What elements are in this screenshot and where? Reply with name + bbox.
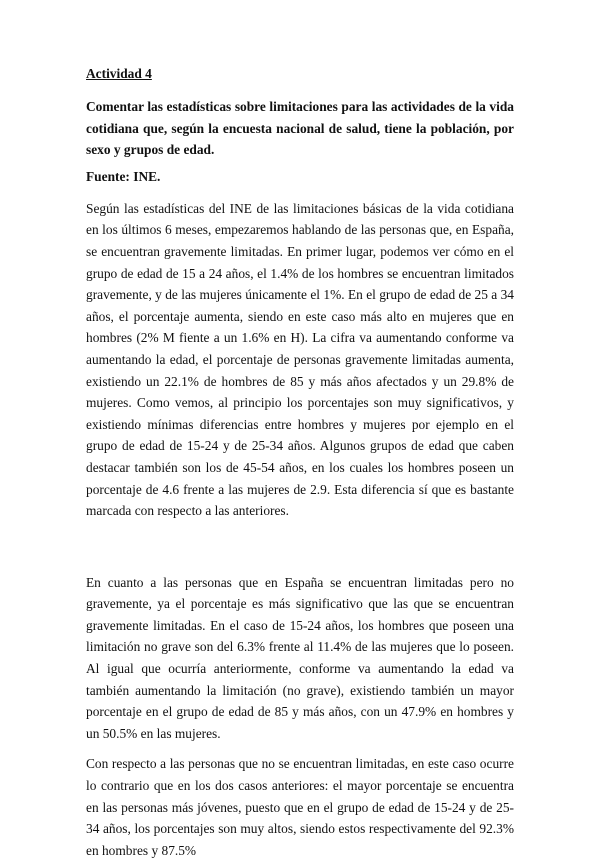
paragraph-non-severe-limitations: En cuanto a las personas que en España se encuentran limitadas pero no gravemente, ya el porcentaje es más significativo que las que se encuentran gravemente limitadas. En el caso de 15-24 años, los hombres que poseen una limitación no grave son del 6.3% frente al 11.4% de las mujeres que lo poseen. Al igual que ocurría anteriormente, conforme va aumentando la edad va también aumentando la limitación (no grave), existiendo también un mayor porcentaje en el grupo de edad de 85 y más años, con un 47.9% en hombres y un 50.5% en las mujeres. (86, 574, 514, 741)
paragraph-severe-limitations: Según las estadísticas del INE de las limitaciones básicas de la vida cotidiana en los últimos 6 meses, empezaremos hablando de las personas que, en España, se encuentran gravemente limitadas. En primer lugar, podemos ver cómo en el grupo de edad de 15 a 24 años, el 1.4% de los hombres se encuentran limitados gravemente, y de las mujeres únicamente el 1%. En el grupo de edad de 25 a 34 años, el porcentaje aumenta, siendo en este caso más alto en mujeres que en hombres (2% M fiente a un 1.6% en H). La cifra va aumentando conforme va aumentando la edad, el porcentaje de personas gravemente limitadas aumenta, existiendo un 22.1% de hombres de 85 y más años afectados y un 29.8% de mujeres. Como vemos, al principio los porcentajes son muy significativos, y existiendo mínimas diferencias entre hombres y mujeres por ejemplo en el grupo de edad de 15-24 y de 25-34 años. Algunos grupos de edad que caben destacar también son los de 45-54 años, en los cuales los hombres poseen un porcentaje de 4.6 frente a las mujeres de 2.9. Esta diferencia sí que es bastante marcada con respecto a las anteriores. (86, 200, 514, 519)
paragraph-no-limitations: Con respecto a las personas que no se encuentran limitadas, en este caso ocurre lo contrario que en los dos casos anteriores: el mayor porcentaje se encuentra en las personas más jóvenes, puesto que en el grupo de edad de 15-24 y de 25-34 años, los porcentajes son muy altos, siendo estos respectivamente del 92.3% en hombres y 87.5% (86, 756, 514, 858)
assignment-prompt: Comentar las estadísticas sobre limitaciones para las actividades de la vida cotidiana que, según la encuesta nacional de salud, tiene la población, por sexo y grupos de edad. (86, 99, 514, 158)
activity-heading: Actividad 4 (86, 66, 152, 81)
source-line: Fuente: INE. (86, 168, 161, 184)
